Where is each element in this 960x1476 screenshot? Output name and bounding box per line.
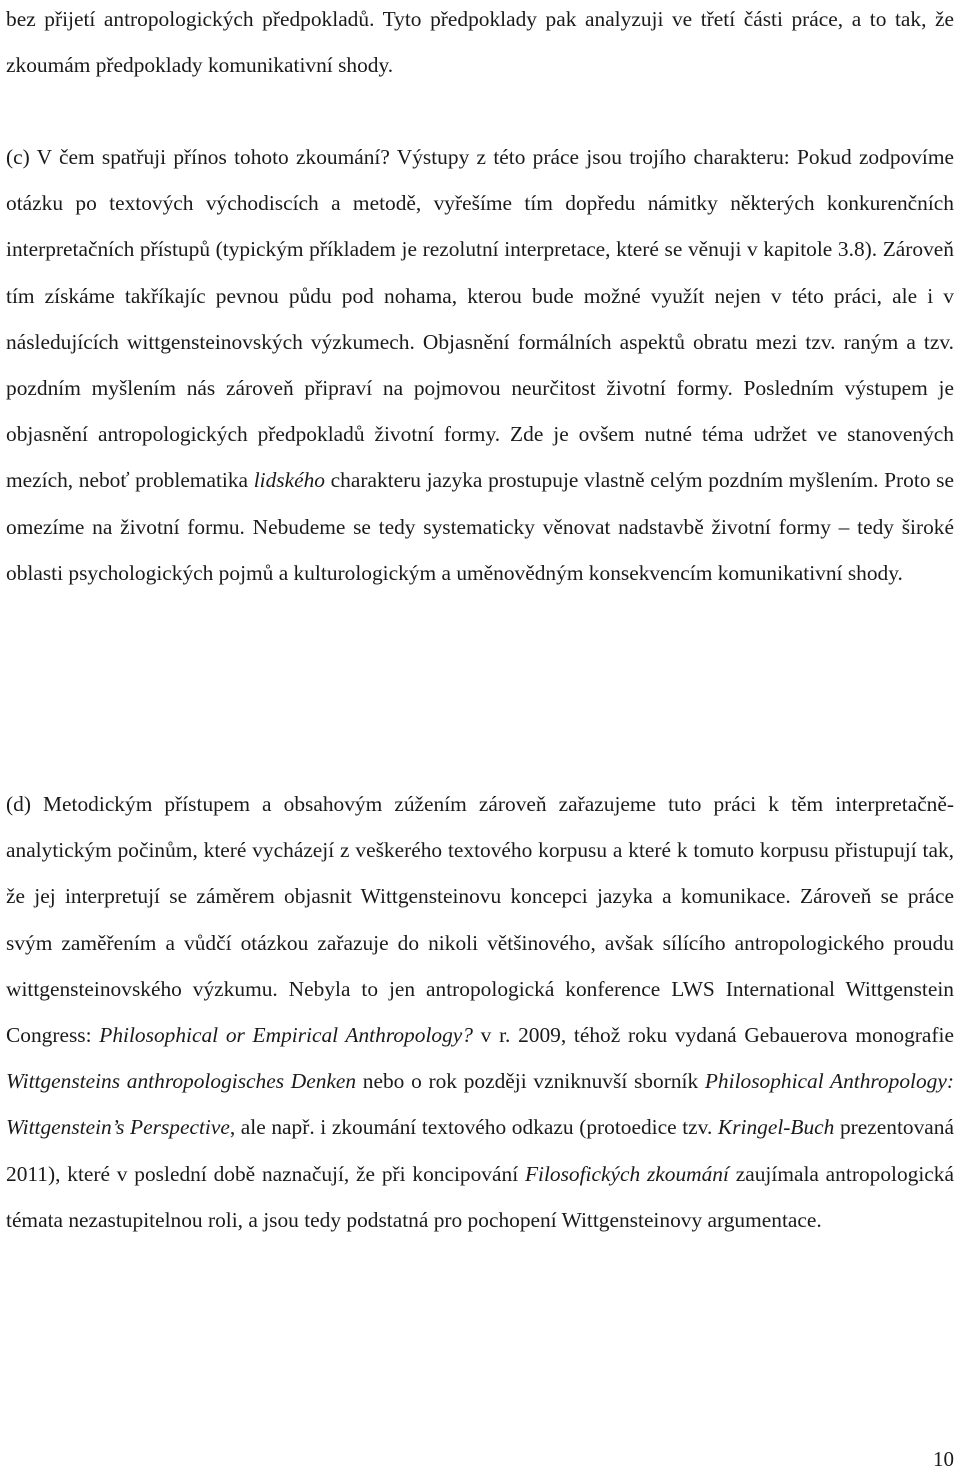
paragraph-segment: zaujímala antropologická témata nezastupitelnou roli, a jsou tedy podstatná pro pochopení Wittgensteinovy argumentace. (6, 1161, 954, 1232)
paragraph-text (6, 134, 954, 596)
italic-title: Kringel-Buch (717, 1115, 835, 1140)
paragraph-segment: , ale např. i zkoumání textového odkazu (protoedice tzv. (229, 1115, 718, 1140)
paragraph-segment: charakteru jazyka prostupuje vlastně celým pozdním myšlením. Proto se omezíme na životní formu. Nebudeme se tedy systematicky věnovat nadstavbě životní formy – tedy široké oblasti psychologických pojmů a kulturologickým a uměnovědným konsekvencím komunikativní shody. (6, 468, 954, 585)
paragraph-text (6, 781, 954, 1243)
italic-term: lidského (253, 468, 325, 493)
paragraph-text: bez přijetí antropologických předpokladů. Tyto předpoklady pak analyzuji ve třetí části práce, a to tak, že zkoumám předpoklady komunikativní shody. (6, 7, 954, 78)
paragraph-segment: nebo o rok později vzniknuvší sborník (356, 1069, 705, 1094)
paragraph-segment: v r. 2009, téhož roku vydaná Gebauerova monografie (472, 1023, 954, 1048)
paragraph-intro-continuation (6, 0, 954, 88)
paragraph-c-contribution (6, 134, 954, 596)
italic-title: Philosophical Anthropology: Wittgenstein’s Perspective (6, 1069, 954, 1140)
paragraph-d-methodology (6, 781, 954, 1243)
italic-title: Filosofických zkoumání (524, 1161, 729, 1186)
italic-title: Philosophical or Empirical Anthropology? (99, 1023, 473, 1048)
page-number: 10 (933, 1447, 954, 1471)
italic-title: Wittgensteins anthropologisches Denken (6, 1069, 357, 1094)
paragraph-segment: prezentovaná 2011), které v poslední době naznačují, že při koncipování (6, 1115, 954, 1186)
paragraph-segment: (c) V čem spatřuji přínos tohoto zkoumání? Výstupy z této práce jsou trojího charakteru: Pokud zodpovíme otázku po textových východiscích a metodě, vyřešíme tím dopředu námitky některých konkurenčních interpretačních přístupů (typickým příkladem je rezolutní interpretace, které se věnuji v kapitole 3.8). Zároveň tím získáme takříkajíc pevnou půdu pod nohama, kterou bude možné využít nejen v této práci, ale i v následujících wittgensteinovských výzkumech. Objasnění formálních aspektů obratu mezi tzv. raným a tzv. pozdním myšlením nás zároveň připraví na pojmovou neurčitost životní formy. Posledním výstupem je objasnění antropologických předpokladů životní formy. Zde je ovšem nutné téma udržet ve stanovených mezích, neboť problematika (6, 145, 954, 493)
paragraph-segment: (d) Metodickým přístupem a obsahovým zúžením zároveň zařazujeme tuto práci k těm interpretačně-analytickým počinům, které vycházejí z veškerého textového korpusu a které k tomuto korpusu přistupují tak, že jej interpretují se záměrem objasnit Wittgensteinovu koncepci jazyka a komunikace. Zároveň se práce svým zaměřením a vůdčí otázkou zařazuje do nikoli většinového, avšak sílícího antropologického proudu wittgensteinovského výzkumu. Nebyla to jen antropologická konference LWS International Wittgenstein Congress: (6, 792, 954, 1048)
